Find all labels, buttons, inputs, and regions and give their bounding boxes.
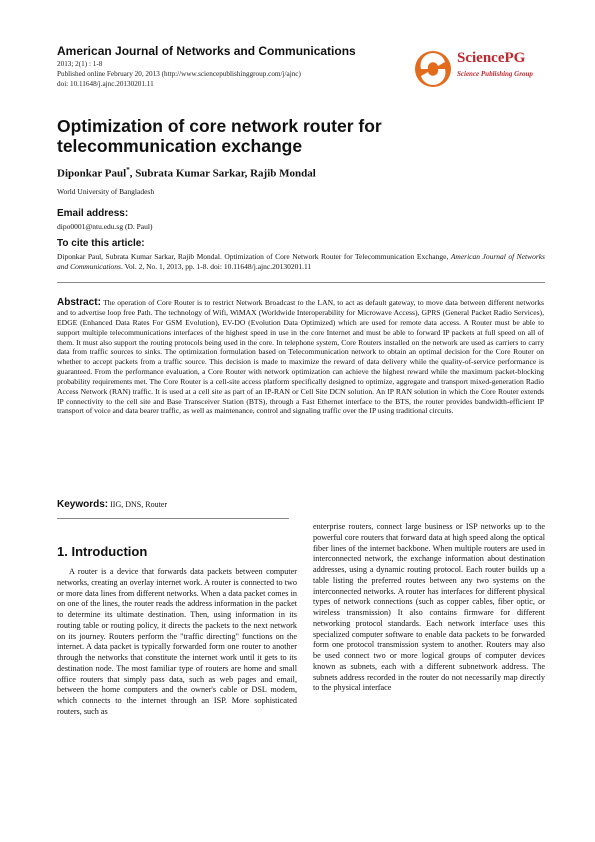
cite-heading: To cite this article: (57, 238, 145, 249)
publisher-logo-mark-icon (413, 48, 453, 90)
citation-text-a: Diponkar Paul, Subrata Kumar Sarkar, Rajib Mondal. Optimization of Core Network Router for Telecommunication Exchange, (57, 252, 451, 261)
intro-column-2: enterprise routers, connect large business or ISP networks up to the powerful core routers that forward data at high speed along the optical fiber lines of the internet backbone. When multiple routers are used in interconnected network, the exchange information about destination addresses, using a dynamic routing protocol. Each router builds up a table listing the preferred routes between any two systems on the interconnected networks. A router has interfaces for different physical types of network connections (such as copper cables, fiber optic, or wireless transmission) It also contains firmware for different networking protocol standards. Each network interface uses this specialized computer software to enable data packets to be forwarded form one protocol transmission system to another. Routers may also be used connect two or more logical groups of computer devices known as subnets, each with a different subnetwork address. The subnets address recorded in the router do not necessarily map directly to the physical interface (313, 522, 545, 693)
keywords-label: Keywords: (57, 499, 109, 510)
keywords-text: IIG, DNS, Router (110, 500, 168, 509)
journal-name: American Journal of Networks and Communications (57, 44, 356, 58)
affiliation: World University of Bangladesh (57, 187, 155, 196)
citation-journal: American Journal of Networks and Communications (57, 252, 545, 271)
publication-date: Published online February 20, 2013 (http://www.sciencepublishinggroup.com/j/ajnc) (57, 70, 301, 78)
journal-volume: 2013; 2(1) : 1-8 (57, 60, 103, 68)
citation-text-b: . Vol. 2, No. 1, 2013, pp. 1-8. doi: 10.11648/j.ajnc.20130201.11 (120, 261, 312, 271)
abstract-label: Abstract: (57, 297, 101, 308)
corresponding-mark: * (126, 166, 130, 174)
intro-column-1: A router is a device that forwards data packets between computer networks, creating an overlay internet work. A router is connected to two or more data lines from different networks. When a data packet comes in on one of the lines, the router reads the address information in the packet to determine its ultimate destination. Then, using information in its routing table or routing policy, it directs the packets to the next network on its journey. Routers perform the "traffic directing" functions on the internet. A data packet is typically forwarded form one router to another through the networks that constitute the internet work until it gets to its destination node. The most familiar type of routers are home and small office routers that simply pass data, such as web pages and email, between the home computers and the owner's cable or DSL modem, which connects to the internet through an ISP. More sophisticated routers, such as (57, 567, 297, 716)
doi: doi: 10.11648/j.ajnc.20130201.11 (57, 80, 154, 88)
section-heading-introduction: 1. Introduction (57, 544, 148, 559)
abstract (57, 297, 544, 416)
email-heading: Email address: (57, 208, 129, 219)
abstract-text: The operation of Core Router is to restrict Network Broadcast to the LAN, to act as default gateway, to move data between different networks and to advertise loop free Path. The technology of Wifi, WiMAX (Worldwide Interoperability for Microwave Access), GPRS (General Packet Radio Services), EDGE (Enhanced Data Rates For GSM Evolution), EV-DO (Evolution Data Optimized) which are used for remote data access. A Router must be able to support multiple telecommunications interfaces of the highest speed in use in the core Internet and must be able to forward IP packets at full speed on all of them. It must also support the routing protocols being used in the core. In telephone system, Core Routers installed on the network are used as carriers to carry data from traffic sources to sinks. The optimization formulation based on Telecommunication network to obtain an optimal decision for the Core Router on whether to accept packets from a traffic source. This decision is made to maximize the reward of data delivery while the quality-of-service performance is guaranteed. From the performance evaluation, a Core Router with network optimization can achieve the highest reward while the maximum packet-blocking probability requirements met. The Core Router is a cell-site access platform specifically designed to optimize, aggregate and transport mixed-generation Radio Access Network (RAN) traffic. It is used at a cell site as part of an IP-RAN or Cell Site DCN solution. An IP RAN solution in which the Core Router extends IP connectivity to the cell site and Base Transceiver Station (BTS), through a Fast Ethernet interface to the BTS, the router provides bandwidth-efficient IP transport of voice and data bearer traffic, as well as maintenance, control and signaling traffic over the IP using traditional circuits. (57, 298, 545, 416)
publisher-logo-name: SciencePG (457, 50, 526, 66)
authors-rest: , Subrata Kumar Sarkar, Rajib Mondal (129, 167, 316, 180)
keywords (57, 499, 167, 510)
authors (57, 166, 316, 180)
divider-top (57, 282, 545, 283)
publisher-logo-tagline: Science Publishing Group (457, 70, 533, 78)
publisher-logo (413, 46, 548, 92)
email-address[interactable]: dipo0001@ntu.edu.sg (D. Paul) (57, 222, 153, 231)
citation (57, 252, 545, 271)
article-title: Optimization of core network router for telecommunication exchange (57, 116, 382, 156)
divider-left (57, 518, 289, 519)
author-1: Diponkar Paul (57, 167, 127, 180)
